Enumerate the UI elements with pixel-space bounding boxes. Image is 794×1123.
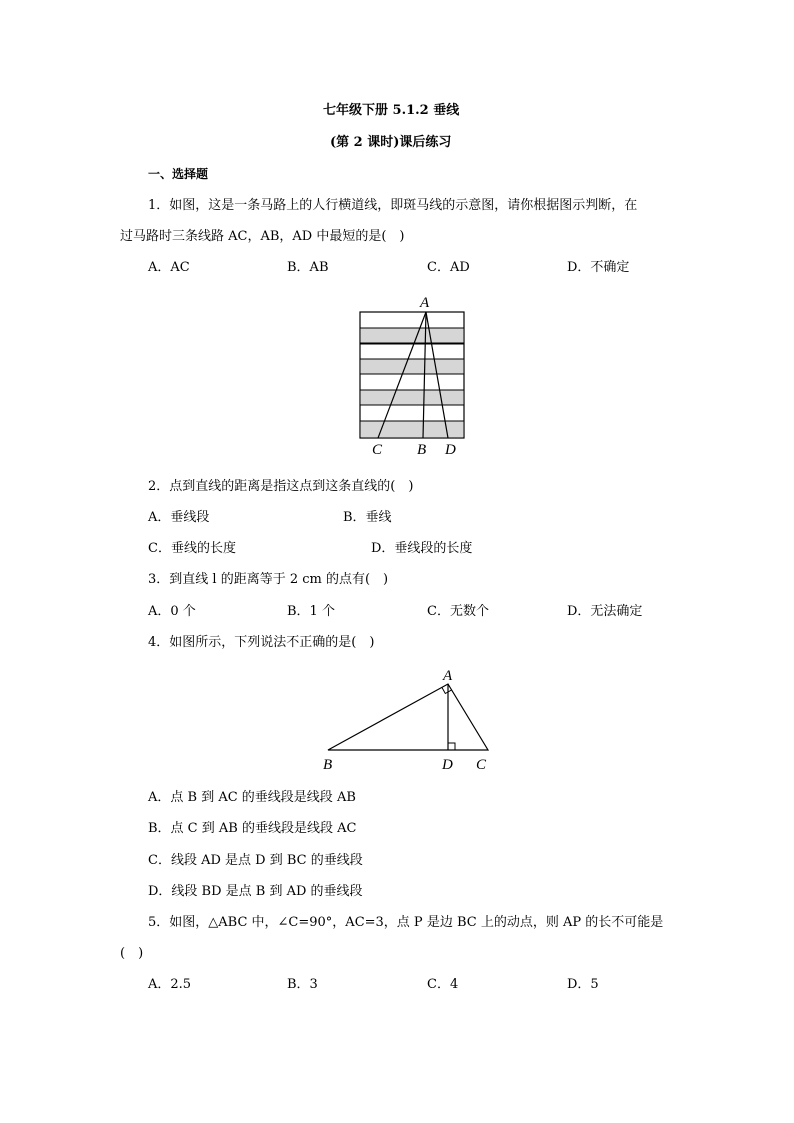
q5-option-c: C．4 <box>427 977 459 992</box>
q1-option-d: D．不确定 <box>567 260 630 275</box>
q5-option-b: B．3 <box>287 977 318 992</box>
q2-option-a: A．垂线段 <box>148 510 210 525</box>
label-c: C <box>476 757 487 773</box>
q4-option-b: B．点 C 到 AB 的垂线段是线段 AC <box>148 821 357 836</box>
q1-stem-line2: 过马路时三条线路 AC，AB，AD 中最短的是( ) <box>120 229 405 244</box>
q4-stem: 4．如图所示，下列说法不正确的是( ) <box>148 635 375 650</box>
label-d: D <box>442 757 453 773</box>
q4-triangle-figure <box>318 662 503 776</box>
label-b: B <box>417 442 427 456</box>
q2-stem: 2．点到直线的距离是指这点到这条直线的( ) <box>148 479 414 494</box>
document-subtitle: (第 2 课时)课后练习 <box>330 135 452 150</box>
q2-option-c: C．垂线的长度 <box>148 541 236 556</box>
q3-option-d: D．无法确定 <box>567 604 643 619</box>
triangle-abc <box>328 684 488 750</box>
q4-option-c: C．线段 AD 是点 D 到 BC 的垂线段 <box>148 853 363 868</box>
q5-stem-line2: ( ) <box>120 946 144 961</box>
q3-option-a: A．0 个 <box>148 604 196 619</box>
crosswalk-stripe <box>361 390 464 405</box>
q3-option-c: C．无数个 <box>427 604 489 619</box>
label-c: C <box>372 442 383 456</box>
q1-stem-line1: 1．如图，这是一条马路上的人行横道线，即斑马线的示意图，请你根据图示判断，在 <box>148 198 638 213</box>
q3-stem: 3．到直线 l 的距离等于 2 cm 的点有( ) <box>148 572 389 587</box>
crosswalk-stripe <box>361 328 464 343</box>
q2-option-b: B．垂线 <box>343 510 392 525</box>
q4-option-d: D．线段 BD 是点 B 到 AD 的垂线段 <box>148 884 363 899</box>
q1-option-a: A．AC <box>148 260 190 275</box>
label-d: D <box>445 442 456 456</box>
q3-option-b: B．1 个 <box>287 604 335 619</box>
label-a: A <box>420 295 430 311</box>
q5-option-a: A．2.5 <box>148 977 192 992</box>
label-a: A <box>443 668 453 684</box>
crosswalk-stripe <box>361 359 464 374</box>
q2-option-d: D．垂线段的长度 <box>371 541 473 556</box>
q1-option-c: C．AD <box>427 260 470 275</box>
section-heading: 一、选择题 <box>148 167 209 181</box>
document-title: 七年级下册 5.1.2 垂线 <box>323 103 460 118</box>
q5-option-d: D．5 <box>567 977 599 992</box>
q5-stem-line1: 5．如图，△ABC 中，∠C=90°，AC=3，点 P 是边 BC 上的动点，则 AP 的长不可能是 <box>148 915 664 930</box>
q4-option-a: A．点 B 到 AC 的垂线段是线段 AB <box>148 790 356 805</box>
label-b: B <box>323 757 333 773</box>
q1-crosswalk-figure <box>350 290 480 456</box>
q1-option-b: B．AB <box>287 260 329 275</box>
right-angle-mark-d <box>448 743 455 750</box>
